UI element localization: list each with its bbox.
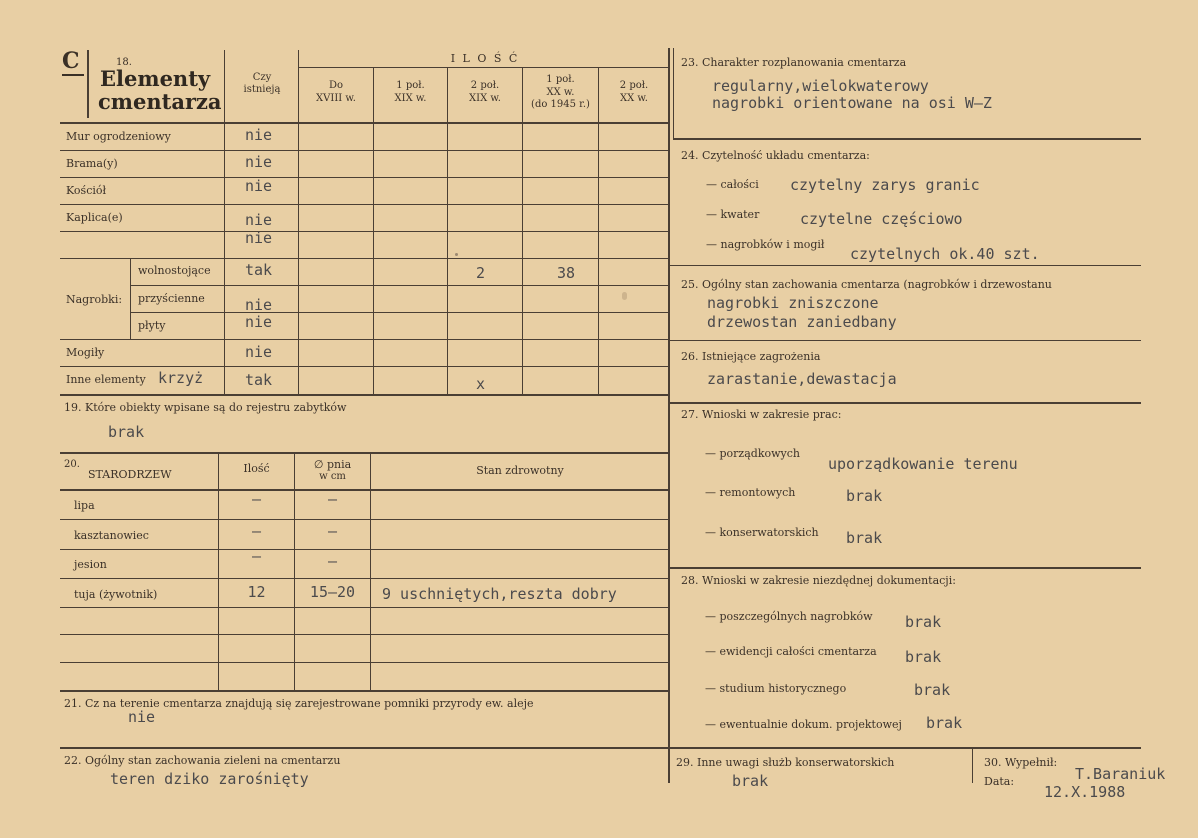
tree-name: jesion (74, 558, 107, 571)
s28-v3: brak (914, 681, 951, 699)
divider-line (673, 48, 674, 138)
row-label-plyty: płyty (138, 319, 166, 332)
s26-label: 26. Istniejące zagrożenia (681, 350, 821, 363)
s23-label: 23. Charakter rozplanowania cmentarza (681, 56, 907, 69)
row-line (670, 567, 1141, 569)
row-line (670, 265, 1141, 266)
row-line (60, 452, 670, 454)
section-title-line2: cmentarza (98, 89, 222, 114)
s27-label: 27. Wnioski w zakresie prac: (681, 408, 842, 421)
row-line (60, 607, 670, 608)
section-letter: C (62, 50, 84, 76)
s24-calosci: — całości (706, 178, 759, 191)
row-label-kaplica: Kaplica(e) (66, 211, 123, 224)
row-line (670, 402, 1141, 404)
row-line (60, 366, 670, 367)
col-line (218, 452, 219, 690)
stain (455, 253, 458, 256)
tree-stan: 9 uschniętych,reszta dobry (382, 585, 617, 603)
val-kosciol: nie (245, 177, 273, 195)
row-line (60, 122, 670, 124)
val-mur: nie (245, 126, 273, 144)
row-line (60, 747, 670, 749)
s24-kwater-value: czytelne częściowo (800, 210, 963, 228)
row-line (130, 312, 670, 313)
s27-v1: uporządkowanie terenu (828, 455, 1018, 473)
s28-v4: brak (926, 714, 963, 732)
row-line (60, 634, 670, 635)
s28-label: 28. Wnioski w zakresie niezdędnej dokumentacji: (681, 574, 956, 587)
row-line (60, 231, 670, 232)
row-line (60, 339, 670, 340)
s30-label-filled: 30. Wypełnił: (984, 756, 1058, 769)
s23-value-1: regularny,wielokwaterowy (712, 77, 929, 95)
val-wolno: tak (245, 261, 273, 279)
tree-pien: 15–20 (309, 583, 356, 601)
s25-value-2: drzewostan zaniedbany (707, 313, 897, 331)
val-brama: nie (245, 153, 273, 171)
val-kaplica: nie (245, 211, 273, 229)
col-header-2b: XIX w. (394, 93, 427, 104)
row-line (670, 340, 1141, 341)
row-line (60, 204, 670, 205)
row-line (60, 578, 670, 579)
s27-p3: — konserwatorskich (705, 526, 819, 539)
tree-ilosc: – (251, 547, 262, 565)
s24-kwater: — kwater (706, 208, 760, 221)
tree-ilosc: – (251, 522, 262, 540)
s28-v1: brak (905, 613, 942, 631)
col-header-1b: XVIII w. (316, 93, 356, 104)
tree-ilosc: – (251, 490, 262, 508)
row-label-wolno: wolnostojące (138, 264, 211, 277)
val-wolno-c3: 38 (557, 264, 576, 282)
s30-date: 12.X.1988 (1044, 783, 1126, 801)
s25-value-1: nagrobki zniszczone (707, 294, 879, 312)
val-empty: nie (245, 229, 273, 247)
center-divider (668, 48, 670, 783)
row-line (673, 138, 1141, 140)
row-line (298, 67, 670, 68)
row-label-mogily: Mogiły (66, 346, 105, 359)
col-header-2a: 1 poł. (396, 80, 425, 91)
s27-v2: brak (846, 487, 883, 505)
tree-pien: – (327, 490, 338, 508)
row-line (60, 690, 670, 692)
s29-value: brak (732, 772, 769, 790)
s28-p1: — poszczególnych nagrobków (705, 610, 873, 623)
col-header-1a: Do (328, 80, 344, 91)
col-line (224, 50, 225, 395)
s21-value: nie (128, 708, 156, 726)
row-label-kosciol: Kościół (66, 184, 107, 197)
col-header-3b: XIX w. (469, 93, 501, 104)
row-line (130, 285, 670, 286)
row-line (670, 747, 1141, 749)
row-label-mur: Mur ogrodzeniowy (66, 130, 171, 143)
tree-ilosc: 12 (247, 583, 266, 601)
row-line (60, 394, 670, 396)
s30-name: T.Baraniuk (1075, 765, 1166, 783)
s20-title: STARODRZEW (88, 468, 172, 481)
col-header-5a: 2 poł. (619, 80, 649, 91)
row-label-nagrobki: Nagrobki: (66, 293, 123, 306)
col-line (370, 452, 371, 690)
s28-v2: brak (905, 648, 942, 666)
s24-nagrobkow-value: czytelnych ok.40 szt. (850, 245, 1040, 263)
val-przy: nie (245, 296, 273, 314)
s28-p2: — ewidencji całości cmentarza (705, 645, 877, 658)
s25-label: 25. Ogólny stan zachowania cmentarza (nagrobków i drzewostanu (681, 278, 1052, 291)
s27-p2: — remontowych (705, 486, 796, 499)
s27-v3: brak (846, 529, 883, 547)
row-line (60, 519, 670, 520)
ilosc-header: I L O Ś Ć (450, 52, 520, 65)
header-divider (87, 50, 89, 118)
row-line (60, 150, 670, 151)
s22-label: 22. Ogólny stan zachowania zieleni na cmentarzu (64, 754, 341, 767)
col-header-3a: 2 poł. (470, 80, 500, 91)
val-wolno-c2: 2 (476, 264, 486, 282)
col-header-4c: (do 1945 r.) (531, 99, 590, 110)
stain (622, 292, 627, 300)
col-line (130, 258, 131, 340)
row-label-brama: Brama(y) (66, 157, 118, 170)
row-line (60, 662, 670, 663)
s23-value-2: nagrobki orientowane na osi W–Z (712, 94, 992, 112)
s20-h-ilosc: Ilość (243, 462, 270, 475)
col-line (294, 452, 295, 690)
czy-label-1: Czy (252, 72, 272, 83)
s28-p3: — studium historycznego (705, 682, 847, 695)
row-line (60, 549, 670, 550)
s26-value: zarastanie,dewastacja (707, 370, 897, 388)
s20-h-stan: Stan zdrowotny (476, 464, 564, 477)
section-title-line1: Elementy (100, 66, 211, 91)
col-header-4a: 1 poł. (546, 74, 575, 85)
tree-name: lipa (74, 499, 95, 512)
s19-value: brak (108, 423, 145, 441)
s19-label: 19. Które obiekty wpisane są do rejestru zabytków (64, 401, 347, 414)
s30-label-date: Data: (984, 775, 1015, 788)
row-label-inne: Inne elementy (66, 373, 146, 386)
val-inne: tak (245, 371, 273, 389)
tree-pien: – (327, 552, 338, 570)
s24-nagrobkow: — nagrobków i mogił (706, 238, 825, 251)
val-mogily: nie (245, 343, 273, 361)
tree-name: kasztanowiec (74, 529, 149, 542)
s24-label: 24. Czytelność układu cmentarza: (681, 149, 870, 162)
inne-typed: krzyż (158, 369, 204, 387)
tree-pien: – (327, 522, 338, 540)
col-line (972, 748, 973, 783)
czy-label-2: istnieją (243, 84, 281, 95)
s20-num: 20. (64, 459, 80, 470)
val-inne-c2: x (476, 375, 486, 393)
row-label-przy: przyścienne (138, 292, 205, 305)
tree-name: tuja (żywotnik) (74, 588, 158, 601)
col-header-5b: XX w. (620, 93, 648, 104)
s24-calosci-value: czytelny zarys granic (790, 176, 980, 194)
s20-h-pien2: w cm (319, 471, 346, 482)
row-line (60, 177, 670, 178)
col-header-4b: XX w. (546, 87, 575, 98)
row-line (60, 258, 670, 259)
s27-p1: — porządkowych (705, 447, 800, 460)
section-number: 18. (116, 57, 132, 68)
s28-p4: — ewentualnie dokum. projektowej (705, 718, 902, 731)
val-plyty: nie (245, 313, 273, 331)
s21-label: 21. Cz na terenie cmentarza znajdują się zarejestrowane pomniki przyrody ew. aleje (64, 697, 534, 710)
s29-label: 29. Inne uwagi służb konserwatorskich (676, 756, 895, 769)
s22-value: teren dziko zarośnięty (110, 770, 309, 788)
s20-h-pien1: ∅ pnia (313, 458, 352, 471)
